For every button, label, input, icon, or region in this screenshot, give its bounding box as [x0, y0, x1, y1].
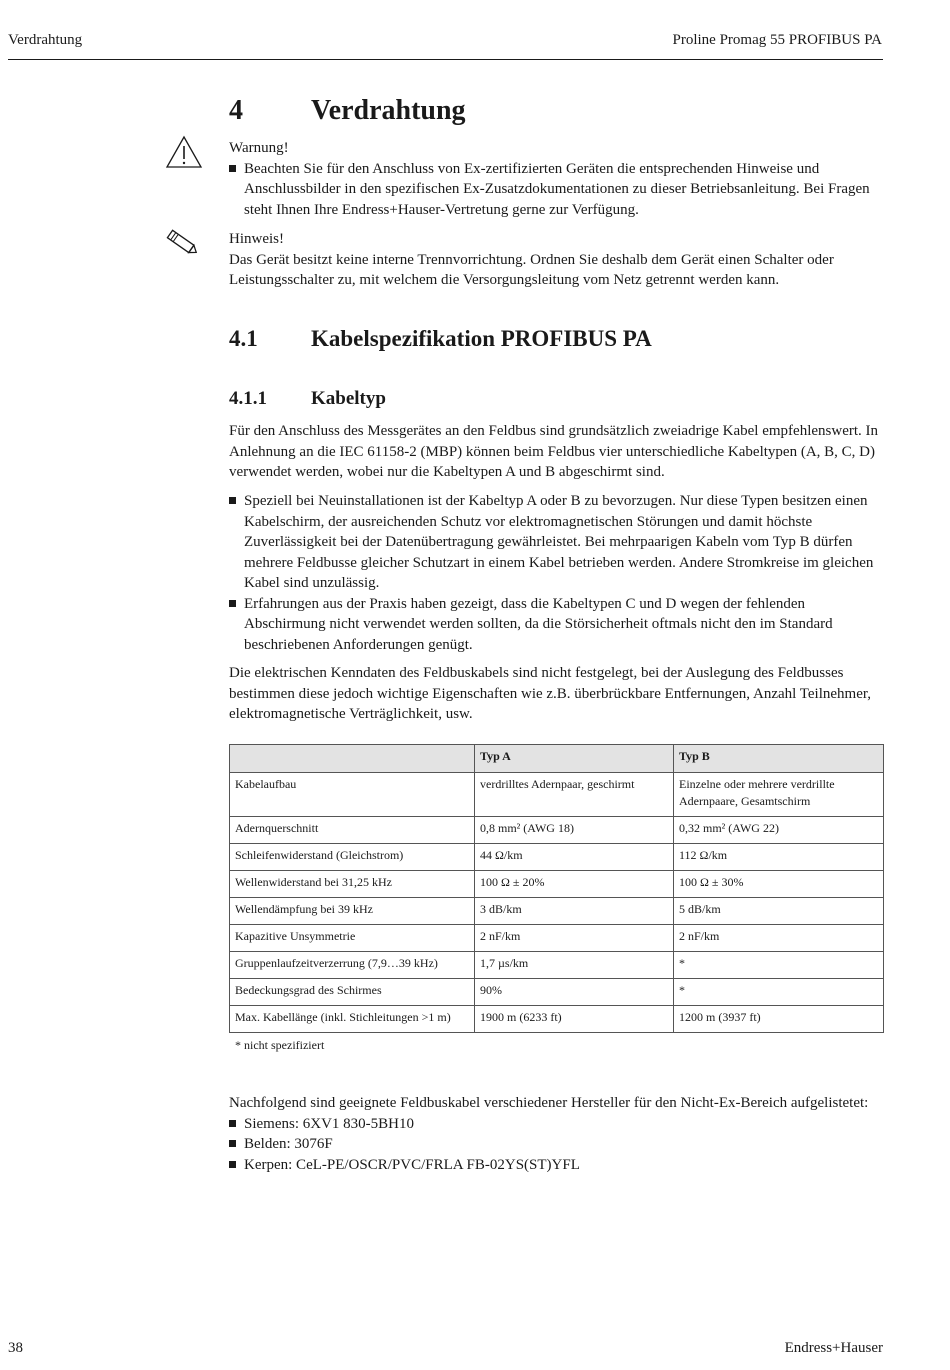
table-row — [230, 844, 884, 871]
header-rule — [8, 59, 883, 60]
pencil-note-icon — [163, 228, 201, 258]
table-row — [230, 817, 884, 844]
warning-text: Beachten Sie für den Anschluss von Ex-zertifizierten Geräten die entsprechenden Hinweise und Anschlussbilder in den spezifischen Ex-Zusatzdokumentationen zu dieser Betriebsanleitung. Bei Fragen steht Ihnen Ihre Endress+Hauser-Vertretung gerne zur Verfügung. — [244, 160, 870, 218]
note-text: Das Gerät besitzt keine interne Trennvorrichtung. Ordnen Sie deshalb dem Gerät einen Schalter oder Leistungsschalter zu, mit welchem die Versorgungsleitung vom Netz getrennt werden kann. — [229, 251, 834, 288]
table-cell: 5 dB/km — [674, 898, 884, 925]
table-cell: Gruppenlaufzeitverzerrung (7,9…39 kHz) — [230, 952, 475, 979]
table-cell: 112 Ω/km — [674, 844, 884, 871]
chapter-title: Verdrahtung — [311, 95, 466, 126]
warning-triangle-icon — [165, 135, 203, 169]
table-header-cell: Typ B — [674, 745, 884, 773]
table-cell: 1900 m (6233 ft) — [475, 1006, 674, 1033]
cable-characteristics-paragraph: Die elektrischen Kenndaten des Feldbuskabels sind nicht festgelegt, bei der Auslegung des Feldbusses bestimmen diese jedoch wichtige Eigenschaften wie z.B. überbrückbare Entfernungen, Anzahl Teilnehmer, elektromagnetische Verträglichkeit, usw. — [229, 665, 872, 722]
section-heading — [229, 326, 652, 352]
subsection-number: 4.1.1 — [229, 388, 267, 409]
list-item — [229, 491, 885, 594]
table-row — [230, 979, 884, 1006]
table-cell: 2 nF/km — [674, 925, 884, 952]
cable-spec-table — [229, 744, 884, 1033]
chapter-heading — [229, 95, 466, 127]
table-cell: Kabelaufbau — [230, 773, 475, 817]
page-number: 38 — [8, 1340, 23, 1356]
table-header-cell — [230, 745, 475, 773]
table-cell: verdrilltes Adernpaar, geschirmt — [475, 773, 674, 817]
list-item-text: Belden: 3076F — [244, 1136, 333, 1152]
bullet-square — [229, 1120, 236, 1127]
warning-label: Warnung! — [229, 140, 289, 156]
table-cell: 0,8 mm² (AWG 18) — [475, 817, 674, 844]
chapter-number: 4 — [229, 95, 243, 126]
table-cell: 1,7 µs/km — [475, 952, 674, 979]
bullet-square — [229, 497, 236, 504]
table-header-row — [230, 745, 884, 773]
list-item-text: Speziell bei Neuinstallationen ist der Kabeltyp A oder B zu bevorzugen. Nur diese Typen besitzen einen Kabelschirm, der ausreichenden Schutz vor elektromagnetischen Störungen und damit höchste Zuverlässigkeit bei der Datenübertragung gewährleistet. Bei mehrpaarigen Kabeln vom Typ B dürfen mehrere Feldbusse gleicher Schutzart in einem Kabel betrieben werden. Andere Stromkreise im gleichen Kabel sind unzulässig. — [244, 493, 874, 591]
warning-block — [229, 138, 884, 220]
table-cell: 1200 m (3937 ft) — [674, 1006, 884, 1033]
footer-brand: Endress+Hauser — [784, 1340, 883, 1356]
table-header-cell: Typ A — [475, 745, 674, 773]
table-cell: 90% — [475, 979, 674, 1006]
list-item-text: Kerpen: CeL-PE/OSCR/PVC/FRLA FB-02YS(ST)YFL — [244, 1156, 580, 1173]
table-row — [230, 1006, 884, 1033]
manufacturer-intro: Nachfolgend sind geeignete Feldbuskabel verschiedener Hersteller für den Nicht-Ex-Bereich aufgelistetet: — [229, 1095, 869, 1111]
table-cell: 100 Ω ± 20% — [475, 871, 674, 898]
table-cell: 100 Ω ± 30% — [674, 871, 884, 898]
table-cell: Einzelne oder mehrere verdrillte Adernpaare, Gesamtschirm — [674, 773, 884, 817]
section-number: 4.1 — [229, 326, 258, 351]
manufacturer-block — [229, 1093, 885, 1175]
bullet-square — [229, 1140, 236, 1147]
list-item — [229, 1134, 885, 1155]
table-cell: 2 nF/km — [475, 925, 674, 952]
table-cell: 0,32 mm² (AWG 22) — [674, 817, 884, 844]
table-cell: * — [674, 979, 884, 1006]
table-cell: 3 dB/km — [475, 898, 674, 925]
table-row — [230, 871, 884, 898]
warning-bullet — [229, 159, 884, 221]
running-header-left: Verdrahtung — [8, 32, 83, 48]
note-label: Hinweis! — [229, 231, 284, 247]
bullet-square — [229, 1161, 236, 1168]
table-row — [230, 773, 884, 817]
table-cell: Adernquerschnitt — [230, 817, 475, 844]
table-cell: 44 Ω/km — [475, 844, 674, 871]
bullet-square — [229, 600, 236, 607]
table-row — [230, 925, 884, 952]
subsection-heading — [229, 388, 386, 410]
subsection-title: Kabeltyp — [311, 388, 386, 409]
intro-paragraph: Für den Anschluss des Messgerätes an den Feldbus sind grundsätzlich zweiadrige Kabel empfehlenswert. In Anlehnung an die IEC 61158-2 (MBP) können beim Feldbus vier unterschiedliche Kabeltypen (A, B, C, D) verwendet werden, wobei nur die Kabeltypen A und B abgeschirmt sind. — [229, 423, 879, 480]
bullet-list — [229, 491, 885, 655]
table-row — [230, 952, 884, 979]
bullet-square — [229, 165, 236, 172]
table-cell: Max. Kabellänge (inkl. Stichleitungen >1 m) — [230, 1006, 475, 1033]
table-cell: Wellenwiderstand bei 31,25 kHz — [230, 871, 475, 898]
table-cell: Wellendämpfung bei 39 kHz — [230, 898, 475, 925]
note-block — [229, 229, 884, 291]
list-item — [229, 1155, 885, 1176]
list-item — [229, 594, 885, 656]
table-row — [230, 898, 884, 925]
list-item-text: Erfahrungen aus der Praxis haben gezeigt, dass die Kabeltypen C und D wegen der fehlenden Abschirmung nicht verwendet werden sollten, da die Störsicherheit oftmals nicht den im Standard beschriebenen Anforderungen genügt. — [244, 595, 833, 653]
list-item — [229, 1114, 885, 1135]
table-footnote: * nicht spezifiziert — [235, 1038, 325, 1052]
list-item-text: Siemens: 6XV1 830-5BH10 — [244, 1115, 414, 1132]
section-title: Kabelspezifikation PROFIBUS PA — [311, 326, 652, 351]
table-cell: Schleifenwiderstand (Gleichstrom) — [230, 844, 475, 871]
running-header-right: Proline Promag 55 PROFIBUS PA — [672, 32, 882, 48]
table-cell: Kapazitive Unsymmetrie — [230, 925, 475, 952]
table-cell: Bedeckungsgrad des Schirmes — [230, 979, 475, 1006]
table-cell: * — [674, 952, 884, 979]
